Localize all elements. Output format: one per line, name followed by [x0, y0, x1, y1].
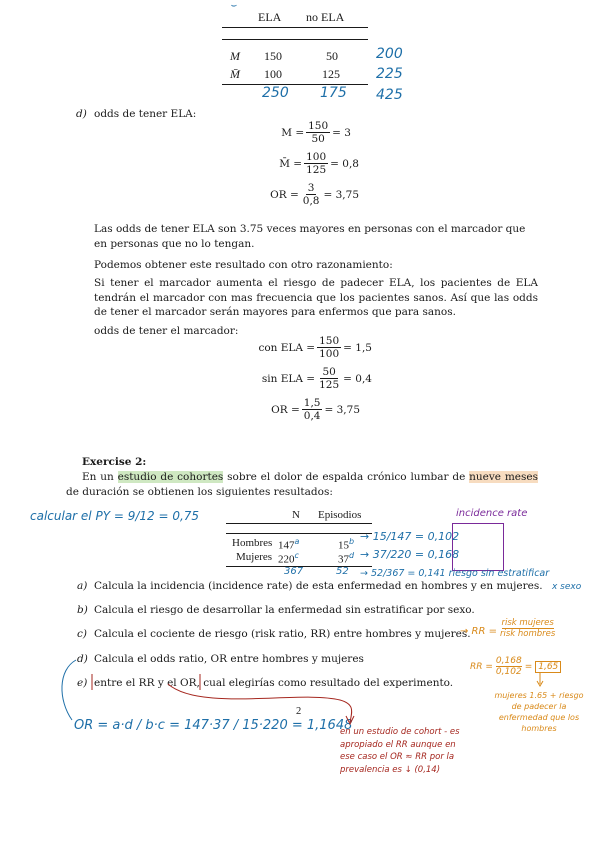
- handwritten-grand-total: 425: [376, 87, 403, 103]
- handwritten-risk-unstratified: → 52/367 = 0,141 riesgo sin estratificar: [360, 568, 550, 579]
- cell-value: 220: [278, 553, 295, 566]
- table1-row-label: M̄: [230, 67, 240, 81]
- table2-header-episodios: Episodios: [318, 509, 362, 521]
- table1-cell: 100: [264, 67, 282, 81]
- rr-calc-result: 1,65: [535, 661, 561, 673]
- eq-lhs: OR =: [270, 188, 299, 201]
- eq-den: 125: [319, 379, 340, 391]
- exercise-title: Exercise 2:: [82, 456, 147, 468]
- eq-num: 1,5: [303, 397, 321, 409]
- paragraph: Si tener el marcador aumenta el riesgo de padecer ELA, los pacientes de ELA tendrán el marcador con mas frecuencia que los pacientes sanos. Así que las odds de tener el marcador serán mayores para enfermos que para sanos.: [94, 277, 538, 318]
- table2-row-label: Hombres: [232, 537, 273, 549]
- eq-den: 100: [319, 348, 340, 360]
- item-label: a): [77, 580, 88, 592]
- section-title: odds de tener ELA:: [94, 108, 197, 120]
- handwritten-py-note: calcular el PY = 9/12 = 0,75: [30, 509, 200, 523]
- eq-den: 0,8: [302, 195, 320, 207]
- table1-cell: 50: [326, 49, 338, 63]
- eq-num: 3: [307, 182, 315, 194]
- handwritten-or-calc: OR = a·d / b·c = 147·37 / 15·220 = 1,1648: [74, 718, 353, 733]
- table2-row-label: Mujeres: [236, 551, 273, 563]
- item-text: Calcula el riesgo de desarrollar la enfermedad sin estratificar por sexo.: [94, 604, 475, 616]
- eq-rhs: = 3,75: [323, 188, 359, 201]
- curved-arrow-e: [168, 684, 352, 722]
- handwritten-incidence-women: → 37/220 = 0,168: [360, 548, 460, 561]
- paragraph: Podemos obtener este resultado con otro razonamiento:: [94, 259, 393, 271]
- item-text: Calcula la incidencia (incidence rate) de esta enfermedad en hombres y en mujeres.: [94, 580, 543, 592]
- curved-arrow-d: [62, 660, 76, 720]
- handwritten-rr-calc: RR = $\frac{0,168}{0,102}$ = 1,65: [470, 656, 561, 677]
- handwritten-rr-note: mujeres 1.65 + riesgo de padecer la enfermedad que los hombres: [494, 691, 584, 733]
- table1-header-no-ela: no ELA: [306, 10, 345, 24]
- cell-sup: b: [349, 537, 355, 546]
- cell-sup: d: [349, 551, 355, 560]
- eq-den: 125: [306, 164, 327, 176]
- table1-cell: 125: [322, 67, 340, 81]
- handwritten-col-total: 52: [336, 566, 349, 577]
- intro-text: de duración se obtienen los siguientes resultados:: [66, 485, 333, 498]
- eq-rhs: = 3,75: [324, 403, 360, 416]
- rr-num: risk mujeres: [501, 618, 554, 628]
- eq-den: 50: [311, 133, 325, 145]
- item-label: d): [77, 653, 88, 665]
- cell-value: 37: [338, 553, 349, 566]
- item-text: entre el RR y el OR, cual elegirías como resultado del experimento.: [94, 677, 454, 689]
- highlight-cohort-study: estudio de cohortes: [117, 471, 224, 483]
- item-label: b): [77, 604, 88, 616]
- eq-num: 100: [306, 151, 327, 163]
- handwritten-risk-sub: x sexo: [552, 582, 582, 592]
- rr-calc-lhs: RR =: [470, 661, 493, 672]
- eq-num: 50: [322, 366, 336, 378]
- handwritten-cohort-note: en un estudio de cohort - es apropiado el RR aunque en ese caso el OR ≈ RR por la prevalencia es ↓ (0,14): [340, 727, 460, 775]
- cell-value: 15: [338, 539, 349, 552]
- table2-header-n: N: [292, 509, 300, 521]
- eq-lhs: M =: [281, 126, 305, 139]
- cell-sup: c: [294, 551, 299, 560]
- eq-lhs: M̄ =: [279, 157, 303, 170]
- eq-rhs: = 3: [332, 126, 351, 139]
- item-text: Calcula el cociente de riesgo (risk ratio, RR) entre hombres y mujeres.: [94, 628, 471, 640]
- handwritten-rr-label: → RR =: [460, 626, 498, 637]
- handwritten-incidence-men: → 15/147 = 0,102: [360, 530, 460, 543]
- paragraph: Las odds de tener ELA son 3.75 veces mayores en personas con el marcador que en personas que no lo tengan.: [94, 223, 526, 250]
- eq-num: 150: [319, 335, 340, 347]
- handwritten-col-total: 367: [284, 566, 304, 577]
- handwritten-col-total: 175: [320, 85, 347, 101]
- handwritten-row-total: 200: [376, 46, 403, 62]
- intro-text: En un: [82, 471, 114, 483]
- paragraph: odds de tener el marcador:: [94, 325, 239, 337]
- cell-sup: a: [294, 537, 300, 546]
- table1-cell: 150: [264, 49, 282, 63]
- eq-den: 0,4: [303, 410, 321, 422]
- item-text: Calcula el odds ratio, OR entre hombres y mujeres: [94, 653, 364, 665]
- intro-text: sobre el dolor de espalda crónico lumbar de: [227, 471, 466, 483]
- table1-row-label: M: [230, 49, 240, 63]
- handwritten-row-total: 225: [376, 66, 403, 82]
- highlight-nine-months: nueve meses: [469, 471, 538, 483]
- rr-calc-num: 0,168: [495, 656, 522, 666]
- eq-lhs: con ELA =: [258, 341, 316, 354]
- item-label: d): [76, 108, 87, 120]
- handwritten-col-total: 250: [262, 85, 289, 101]
- eq-rhs: = 1,5: [343, 341, 372, 354]
- cell-value: 147: [278, 539, 295, 552]
- rr-den: risk hombres: [500, 629, 556, 639]
- scribble-mark: ⌣: [230, 0, 237, 11]
- item-label: c): [77, 628, 87, 640]
- handwritten-incidence-label: incidence rate: [456, 508, 528, 519]
- eq-lhs: sin ELA =: [261, 372, 316, 385]
- table1-header-ela: ELA: [258, 10, 282, 24]
- page-number: 2: [296, 706, 302, 717]
- eq-num: 150: [308, 120, 329, 132]
- rr-calc-den: 0,102: [495, 667, 522, 677]
- eq-rhs: = 0,8: [330, 157, 359, 170]
- item-label: e): [77, 677, 88, 689]
- eq-rhs: = 0,4: [343, 372, 372, 385]
- eq-lhs: OR =: [271, 403, 300, 416]
